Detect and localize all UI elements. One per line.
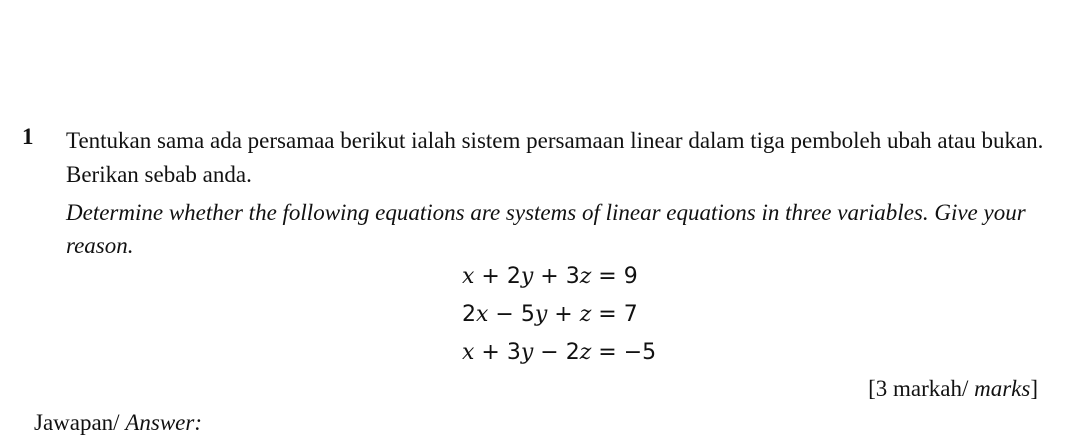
marks-english: marks [974, 376, 1031, 401]
answer-label [34, 410, 202, 436]
answer-label-english: Answer: [125, 410, 202, 435]
equation-3: x + 3y − 2z = −5 [462, 340, 657, 365]
marks-malay: [3 markah/ [868, 376, 975, 401]
equation-2: 2x − 5y + z = 7 [462, 302, 638, 327]
marks-close: ] [1030, 376, 1038, 401]
question-number: 1 [22, 124, 34, 149]
equation-1: x + 2y + 3z = 9 [462, 264, 638, 289]
question-text-malay: Tentukan sama ada persamaa berikut ialah sistem persamaan linear dalam tiga pemboleh ubah atau bukan. Berikan sebab anda. [66, 128, 1044, 187]
question-text-english: Determine whether the following equations are systems of linear equations in three variables. Give your reason. [66, 200, 1026, 258]
marks-label [868, 376, 1038, 402]
answer-label-malay: Jawapan/ [34, 410, 126, 435]
